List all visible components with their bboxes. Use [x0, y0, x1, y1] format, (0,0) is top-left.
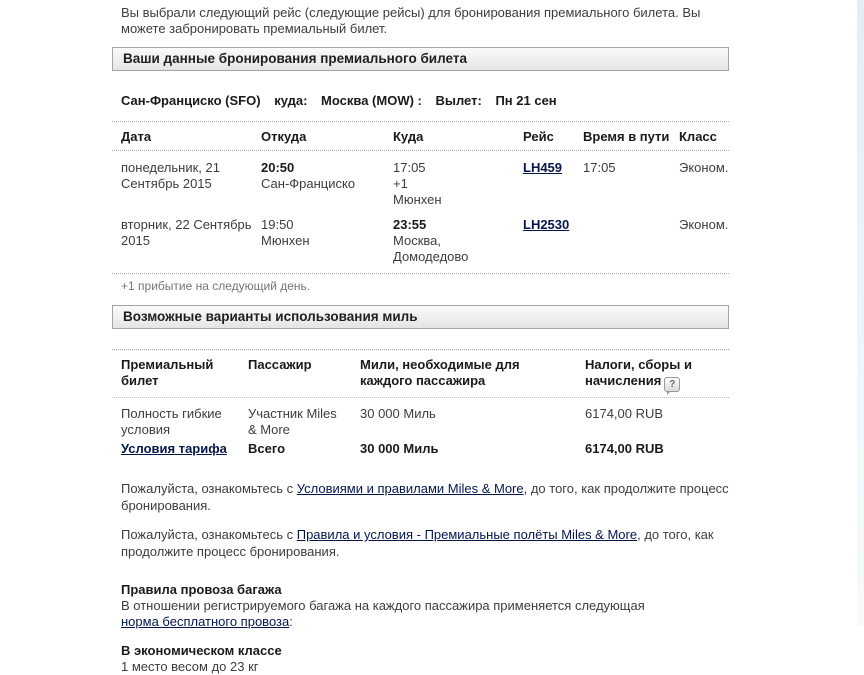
- cell-class: Эконом.: [679, 217, 729, 232]
- terms-conditions-link[interactable]: Условиями и правилами Miles & More: [296, 481, 524, 496]
- taxes-header-label: Налоги, сборы и начисления: [585, 357, 692, 388]
- flight-number-link[interactable]: LH2530: [523, 217, 570, 232]
- cell-flight: [523, 160, 583, 208]
- flight-row-connection: [112, 208, 729, 265]
- miles-table: [112, 349, 729, 460]
- total-taxes: 6174,00 RUB: [585, 441, 664, 456]
- terms-2-text-after: , до того, как продолжите процесс бронирования.: [121, 527, 714, 559]
- miles-row-total: [112, 438, 729, 460]
- col-header-miles-required: Мили, необходимые для каждого пассажира: [360, 357, 520, 388]
- cell-destination: [393, 160, 523, 208]
- terms-2-text-before: Пожалуйста, ознакомьтесь с: [121, 527, 297, 542]
- col-header-destination: Куда: [393, 129, 424, 144]
- intro-text: Вы выбрали следующий рейс (следующие рейсы) для бронирования премиального билета. Вы можете забронировать премиальный билет.: [121, 5, 701, 36]
- flight-table: [112, 121, 729, 293]
- cell-destination: [393, 217, 523, 265]
- next-day-arrival-note: +1 прибытие на следующий день.: [121, 279, 311, 293]
- miles-table-header: [112, 350, 729, 398]
- col-header-date: Дата: [121, 129, 152, 144]
- section-header-booking-data: Ваши данные бронирования премиального билета: [112, 47, 729, 71]
- origin-city: Мюнхен: [261, 233, 310, 248]
- cell-origin: [261, 217, 393, 265]
- section-header-miles-options: Возможные варианты использования миль: [112, 305, 729, 329]
- help-icon[interactable]: ?: [664, 377, 680, 392]
- destination-city: Москва, Домодедово: [393, 233, 469, 264]
- cell-passenger: Участник Miles & More: [248, 406, 337, 437]
- terms-paragraph-2: [112, 527, 735, 560]
- origin-city: Сан-Франциско: [261, 176, 356, 191]
- route-origin: Сан-Франциско (SFO): [121, 93, 261, 108]
- flight-table-body: [112, 151, 729, 274]
- cell-ticket-type: Полность гибкие условия: [121, 406, 222, 437]
- free-baggage-allowance-link[interactable]: норма бесплатного провоза: [121, 614, 290, 629]
- next-day-marker: +1: [393, 176, 408, 191]
- cell-duration: 17:05: [583, 160, 616, 175]
- col-header-premium-ticket: Премиальный билет: [121, 357, 214, 388]
- col-header-taxes-fees: [585, 357, 729, 392]
- fare-conditions-link[interactable]: Условия тарифа: [121, 441, 227, 456]
- miles-row-fare: [112, 398, 729, 438]
- terms-1-text-after: , до того, как продолжите процесс бронирования.: [121, 481, 729, 513]
- cell-duration: [583, 217, 679, 265]
- cell-fare-conditions: [121, 440, 248, 458]
- cell-date: понедельник, 21 Сентябрь 2015: [121, 160, 220, 191]
- cell-date: вторник, 22 Сентябрь 2015: [121, 217, 252, 248]
- cell-taxes: 6174,00 RUB: [585, 406, 664, 421]
- cell-miles: 30 000 Миль: [360, 406, 436, 421]
- route-destination: Москва (MOW) :: [321, 93, 422, 108]
- terms-1-text-before: Пожалуйста, ознакомьтесь с: [121, 481, 297, 496]
- route-departure-value: Пн 21 сен: [495, 93, 557, 108]
- baggage-rules-text: [112, 598, 655, 630]
- route-to-label: куда:: [274, 93, 308, 108]
- page-edge-strip: [857, 0, 864, 626]
- cell-origin: [261, 160, 393, 208]
- baggage-text-before: В отношении регистрируемого багажа на каждого пассажира применяется следующая: [121, 598, 645, 613]
- origin-time: 19:50: [261, 217, 294, 232]
- baggage-rules-title: Правила провоза багажа: [121, 582, 282, 597]
- total-label: Всего: [248, 441, 286, 456]
- booking-content: [112, 0, 744, 675]
- route-summary: [112, 93, 744, 108]
- col-header-origin: Откуда: [261, 129, 307, 144]
- col-header-class: Класс: [679, 129, 717, 144]
- flight-row-outbound: [112, 151, 729, 208]
- cell-flight: [523, 217, 583, 265]
- col-header-duration: Время в пути: [583, 129, 670, 144]
- cell-class: Эконом.: [679, 160, 729, 175]
- destination-time: 23:55: [393, 217, 427, 232]
- flight-table-header: [112, 122, 729, 151]
- col-header-flight: Рейс: [523, 129, 554, 144]
- economy-class-title: В экономическом классе: [121, 643, 282, 658]
- terms-paragraph-1: [112, 481, 735, 514]
- total-miles: 30 000 Миль: [360, 441, 439, 456]
- destination-city: Мюнхен: [393, 192, 442, 207]
- economy-class-allowance: 1 место весом до 23 кг: [121, 659, 259, 674]
- award-flights-terms-link[interactable]: Правила и условия - Премиальные полёты Miles & More: [296, 527, 638, 542]
- destination-time: 17:05: [393, 160, 426, 175]
- col-header-passenger: Пассажир: [248, 357, 312, 372]
- baggage-text-after: :: [289, 614, 293, 629]
- route-departure-label: Вылет:: [435, 93, 482, 108]
- flight-number-link[interactable]: LH459: [523, 160, 563, 175]
- origin-time: 20:50: [261, 160, 295, 175]
